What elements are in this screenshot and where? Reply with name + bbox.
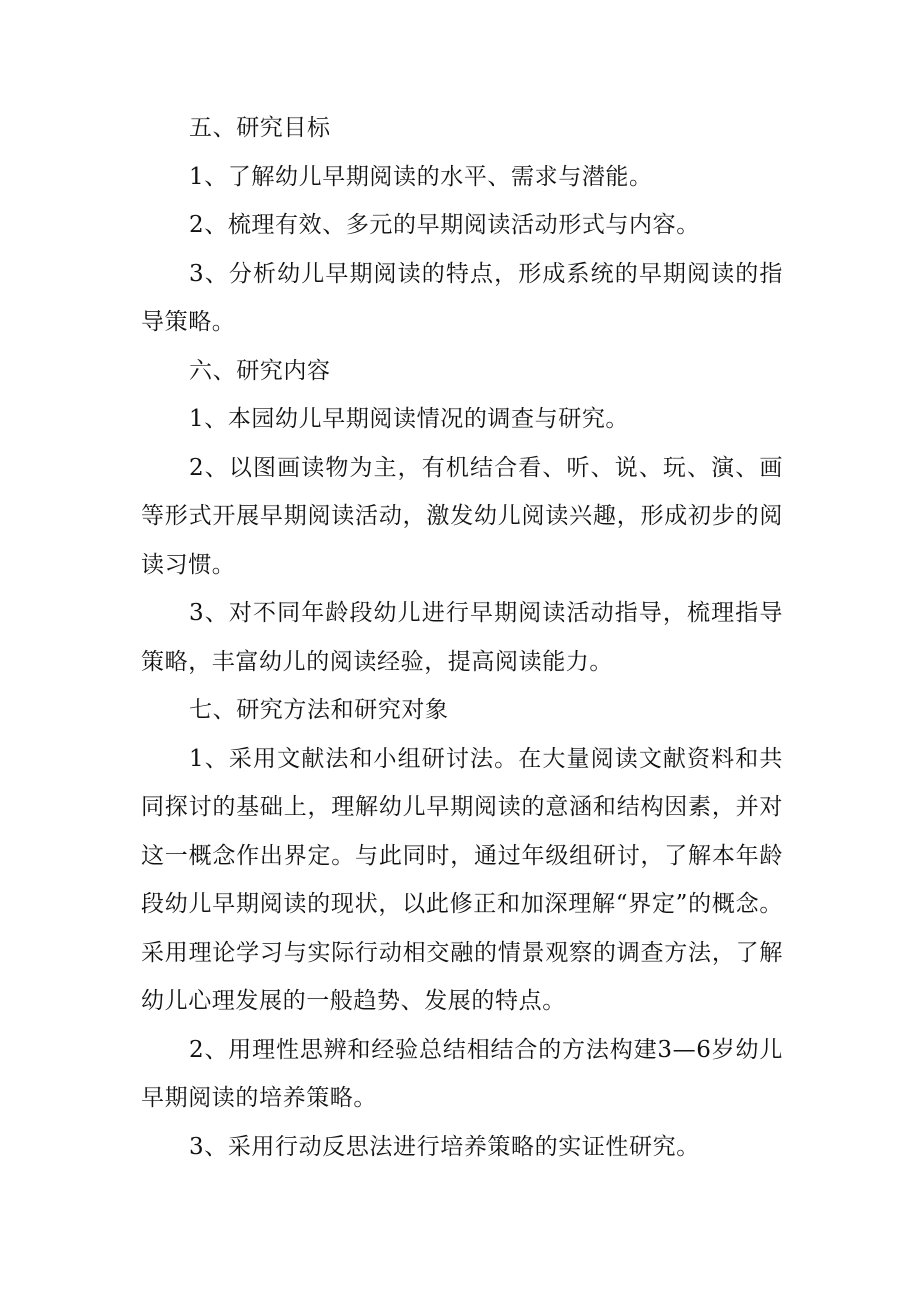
goal-item-1: 1、了解幼儿早期阅读的水平、需求与潜能。 bbox=[189, 163, 653, 190]
section-heading-research-methods: 七、研究方法和研究对象 bbox=[189, 697, 449, 723]
goal-item-2: 2、梳理有效、多元的早期阅读活动形式与内容。 bbox=[189, 212, 700, 238]
method-item-2: 2、用理性思辨和经验总结相结合的方法构建3—6岁幼儿早期阅读的培养策略。 bbox=[141, 1036, 783, 1111]
content-item-3: 3、对不同年龄段幼儿进行早期阅读活动指导，梳理指导策略，丰富幼儿的阅读经验，提高阅读能力。 bbox=[141, 600, 783, 675]
section-heading-research-content: 六、研究内容 bbox=[189, 357, 331, 384]
content-item-1: 1、本园幼儿早期阅读情况的调查与研究。 bbox=[189, 406, 630, 432]
method-item-1: 1、采用文献法和小组研讨法。在大量阅读文献资料和共同探讨的基础上，理解幼儿早期阅读的意涵和结构因素，并对这一概念作出界定。与此同时，通过年级组研讨，了解本年龄段幼儿早期阅读的现状，以此修正和加深理解“界定”的概念。采用理论学习与实际行动相交融的情景观察的调查方法，了解幼儿心理发展的一般趋势、发展的特点。 bbox=[141, 745, 783, 1014]
document-body bbox=[141, 104, 783, 1171]
method-item-3: 3、采用行动反思法进行培养策略的实证性研究。 bbox=[189, 1133, 700, 1160]
content-item-2: 2、以图画读物为主，有机结合看、听、说、玩、演、画等形式开展早期阅读活动，激发幼儿阅读兴趣，形成初步的阅读习惯。 bbox=[141, 454, 783, 578]
goal-item-3: 3、分析幼儿早期阅读的特点，形成系统的早期阅读的指导策略。 bbox=[141, 260, 783, 335]
section-heading-research-goals: 五、研究目标 bbox=[189, 115, 331, 141]
